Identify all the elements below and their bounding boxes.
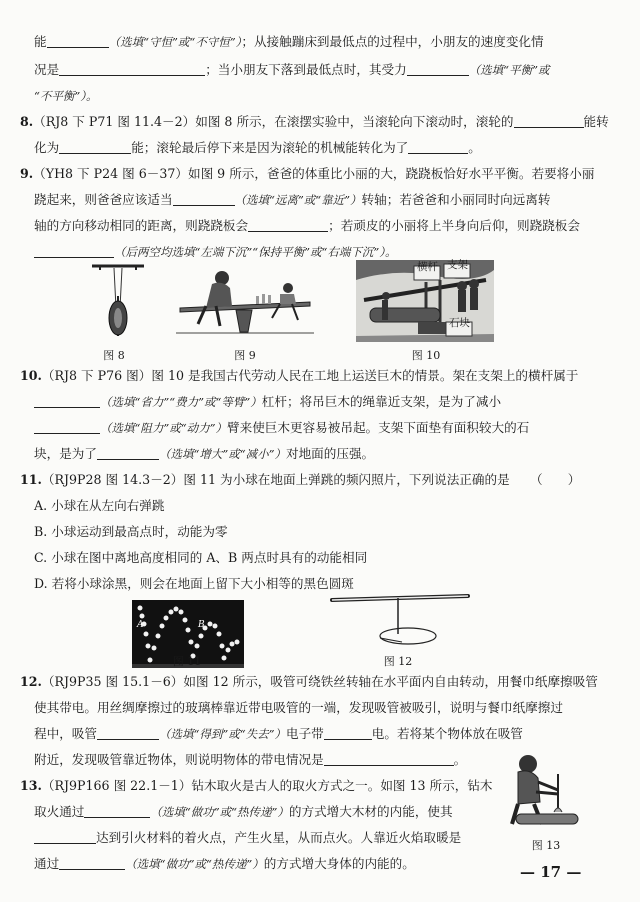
question-9-line-3 bbox=[34, 214, 580, 238]
hint-text: “不平衡”）。 bbox=[34, 89, 98, 103]
figure-12-straw-on-wire bbox=[328, 594, 472, 648]
text: 达到引火材料的着火点，产生火星，从而点火。人靠近火焰取暖是 bbox=[96, 830, 462, 845]
answer-blank[interactable] bbox=[84, 803, 150, 818]
text: ；当小朋友下落到最低点时，其受力 bbox=[205, 62, 407, 77]
top-line-2 bbox=[34, 58, 549, 82]
question-8-line-2 bbox=[34, 136, 481, 160]
figure-8-rolling-pendulum bbox=[88, 262, 148, 340]
answer-blank[interactable] bbox=[59, 61, 205, 76]
label-crossbar: 横杆 bbox=[417, 261, 438, 273]
hint-text: （选填“做功”或“热传递”） bbox=[150, 805, 289, 819]
caption-figure-13: 图 13 bbox=[531, 839, 561, 852]
answer-blank[interactable] bbox=[34, 393, 100, 408]
question-9-line-2 bbox=[34, 188, 550, 212]
caption-figure-12: 图 12 bbox=[383, 655, 413, 668]
text: （RJ9P166 图 22.1－1）钻木取火是古人的取火方式之一。如图 13 所示，钻木 bbox=[41, 778, 493, 793]
label-support: 支架 bbox=[447, 259, 468, 271]
text: ；若顽皮的小丽将上半身向后仰，则跷跷板会 bbox=[328, 218, 580, 233]
text: 能；滚轮最后停下来是因为滚轮的机械能转化为了 bbox=[131, 140, 409, 155]
text: 的方式增大木材的内能，使其 bbox=[288, 804, 453, 819]
text: 块，是为了 bbox=[34, 446, 97, 461]
hint-text: （选填“做功”或“热传递”） bbox=[125, 857, 264, 871]
text: 况是 bbox=[34, 62, 60, 77]
hint-text: （选填“平衡”或 bbox=[468, 63, 550, 77]
option-d[interactable]: D. 若将小球涂黑，则会在地面上留下大小相等的黑色圆斑 bbox=[34, 576, 354, 591]
question-number: 10. bbox=[20, 368, 42, 383]
hint-text: （选填“得到”或“失去”） bbox=[158, 727, 286, 741]
text: 杠杆；将吊巨木的绳靠近支架，是为了减小 bbox=[261, 394, 502, 409]
caption-figure-9: 图 9 bbox=[234, 349, 256, 362]
text: 附近，发现吸管靠近物体，则说明物体的带电情况是 bbox=[34, 752, 324, 767]
answer-blank[interactable] bbox=[407, 61, 469, 76]
caption-figure-8: 图 8 bbox=[103, 349, 125, 362]
question-12-line-2: 使其带电。用丝绸摩擦过的玻璃棒靠近带电吸管的一端，发现吸管被吸引，说明与餐巾纸摩擦过 bbox=[34, 700, 563, 715]
answer-blank[interactable] bbox=[34, 243, 114, 258]
question-number: 12. bbox=[20, 674, 42, 689]
hint-text: （选填“省力”“费力”或“等臂”） bbox=[100, 395, 262, 409]
text: 转轴；若爸爸和小丽同时向远离转 bbox=[361, 192, 551, 207]
text: （YH8 下 P24 图 6－37）如图 9 所示，爸爸的体重比小丽的大，跷跷板恰好水平平衡。若要将小丽 bbox=[33, 166, 595, 181]
text: 电。若将某个物体放在吸管 bbox=[371, 726, 523, 741]
question-12-line-4 bbox=[34, 748, 466, 772]
text: 臂来使巨木更容易被吊起。支架下面垫有面积较大的石 bbox=[227, 420, 530, 435]
question-12-line-1 bbox=[20, 670, 598, 694]
caption-figure-10: 图 10 bbox=[411, 349, 441, 362]
question-9-line-1 bbox=[20, 162, 594, 186]
answer-blank[interactable] bbox=[408, 139, 468, 154]
caption-figure-11: 图 11 bbox=[172, 655, 202, 668]
question-11-stem bbox=[20, 468, 510, 492]
text: （RJ9P28 图 14.3－2）图 11 为小球在地面上弹跳的频闪照片，下列说法正确的是 bbox=[41, 472, 510, 487]
text: 电子带 bbox=[285, 726, 324, 741]
text: 能 bbox=[34, 34, 47, 49]
text: 能转 bbox=[583, 114, 609, 129]
question-13-line-3 bbox=[34, 826, 461, 850]
text: ；从接触蹦床到最低点的过程中，小朋友的速度变化情 bbox=[241, 34, 544, 49]
text: （RJ8 下 P76 图）图 10 是我国古代劳动人民在工地上运送巨木的情景。架在支架上的横杆属于 bbox=[41, 368, 579, 383]
answer-blank[interactable] bbox=[34, 829, 96, 844]
question-10-line-2 bbox=[34, 390, 501, 414]
answer-blank[interactable] bbox=[47, 33, 109, 48]
text: 化为 bbox=[34, 140, 60, 155]
answer-blank[interactable] bbox=[34, 419, 100, 434]
answer-blank[interactable] bbox=[173, 191, 235, 206]
answer-blank[interactable] bbox=[97, 725, 159, 740]
answer-blank[interactable] bbox=[59, 855, 125, 870]
hint-text: （选填“守恒”或“不守恒”） bbox=[108, 35, 242, 49]
figure-13-drilling-fire bbox=[506, 752, 582, 830]
hint-text: （选填“远离”或“靠近”） bbox=[234, 193, 362, 207]
text: 取火通过 bbox=[34, 804, 85, 819]
hint-text: （选填“阻力”或“动力”） bbox=[100, 421, 228, 435]
question-8-line-1 bbox=[20, 110, 609, 134]
answer-blank[interactable] bbox=[59, 139, 131, 154]
answer-blank[interactable] bbox=[97, 445, 159, 460]
text: 通过 bbox=[34, 856, 60, 871]
top-line-3 bbox=[34, 84, 98, 108]
text: 程中，吸管 bbox=[34, 726, 97, 741]
label-point-a: A bbox=[137, 620, 144, 630]
option-a[interactable]: A. 小球在从左向右弹跳 bbox=[34, 498, 165, 513]
question-13-line-2 bbox=[34, 800, 453, 824]
answer-parentheses[interactable]: （ ） bbox=[530, 472, 581, 487]
question-number: 9. bbox=[20, 166, 34, 181]
text: （RJ8 下 P71 图 11.4－2）如图 8 所示，在滚摆实验中，当滚轮向下滚动时，滚轮的 bbox=[33, 114, 514, 129]
figure-10-labels bbox=[358, 258, 498, 338]
answer-blank[interactable] bbox=[514, 113, 584, 128]
question-13-line-1 bbox=[20, 774, 493, 798]
hint-text: （后两空均选填“左端下沉”“保持平衡”或“右端下沉”）。 bbox=[114, 245, 397, 259]
question-number: 13. bbox=[20, 778, 42, 793]
question-10-line-1 bbox=[20, 364, 578, 388]
question-9-line-4 bbox=[34, 240, 397, 264]
option-c[interactable]: C. 小球在图中离地高度相同的 A、B 两点时具有的动能相同 bbox=[34, 550, 368, 565]
label-stone: 石块 bbox=[449, 317, 470, 329]
text: 对地面的压强。 bbox=[285, 446, 375, 461]
question-number: 11. bbox=[20, 472, 42, 487]
text: 轴的方向移动相同的距离，则跷跷板会 bbox=[34, 218, 249, 233]
label-point-b: B bbox=[198, 620, 205, 630]
text: 跷起来，则爸爸应该适当 bbox=[34, 192, 173, 207]
figure-9-seesaw bbox=[176, 268, 314, 336]
answer-blank[interactable] bbox=[324, 751, 454, 766]
question-12-line-3 bbox=[34, 722, 523, 746]
page-number: — 17 — bbox=[520, 863, 582, 881]
hint-text: （选填“增大”或“减小”） bbox=[158, 447, 286, 461]
option-b[interactable]: B. 小球运动到最高点时，动能为零 bbox=[34, 524, 228, 539]
text: （RJ9P35 图 15.1－6）如图 12 所示，吸管可绕铁丝转轴在水平面内自由转动，用餐巾纸摩擦吸管 bbox=[41, 674, 598, 689]
text: 。 bbox=[468, 140, 481, 155]
text: 。 bbox=[453, 752, 467, 767]
question-10-line-4 bbox=[34, 442, 374, 466]
question-10-line-3 bbox=[34, 416, 529, 440]
question-number: 8. bbox=[20, 114, 34, 129]
answer-blank[interactable] bbox=[248, 217, 328, 232]
text: 的方式增大身体的内能的。 bbox=[263, 856, 415, 871]
answer-blank[interactable] bbox=[324, 725, 372, 740]
top-line-1 bbox=[34, 30, 544, 54]
question-13-line-4 bbox=[34, 852, 415, 876]
